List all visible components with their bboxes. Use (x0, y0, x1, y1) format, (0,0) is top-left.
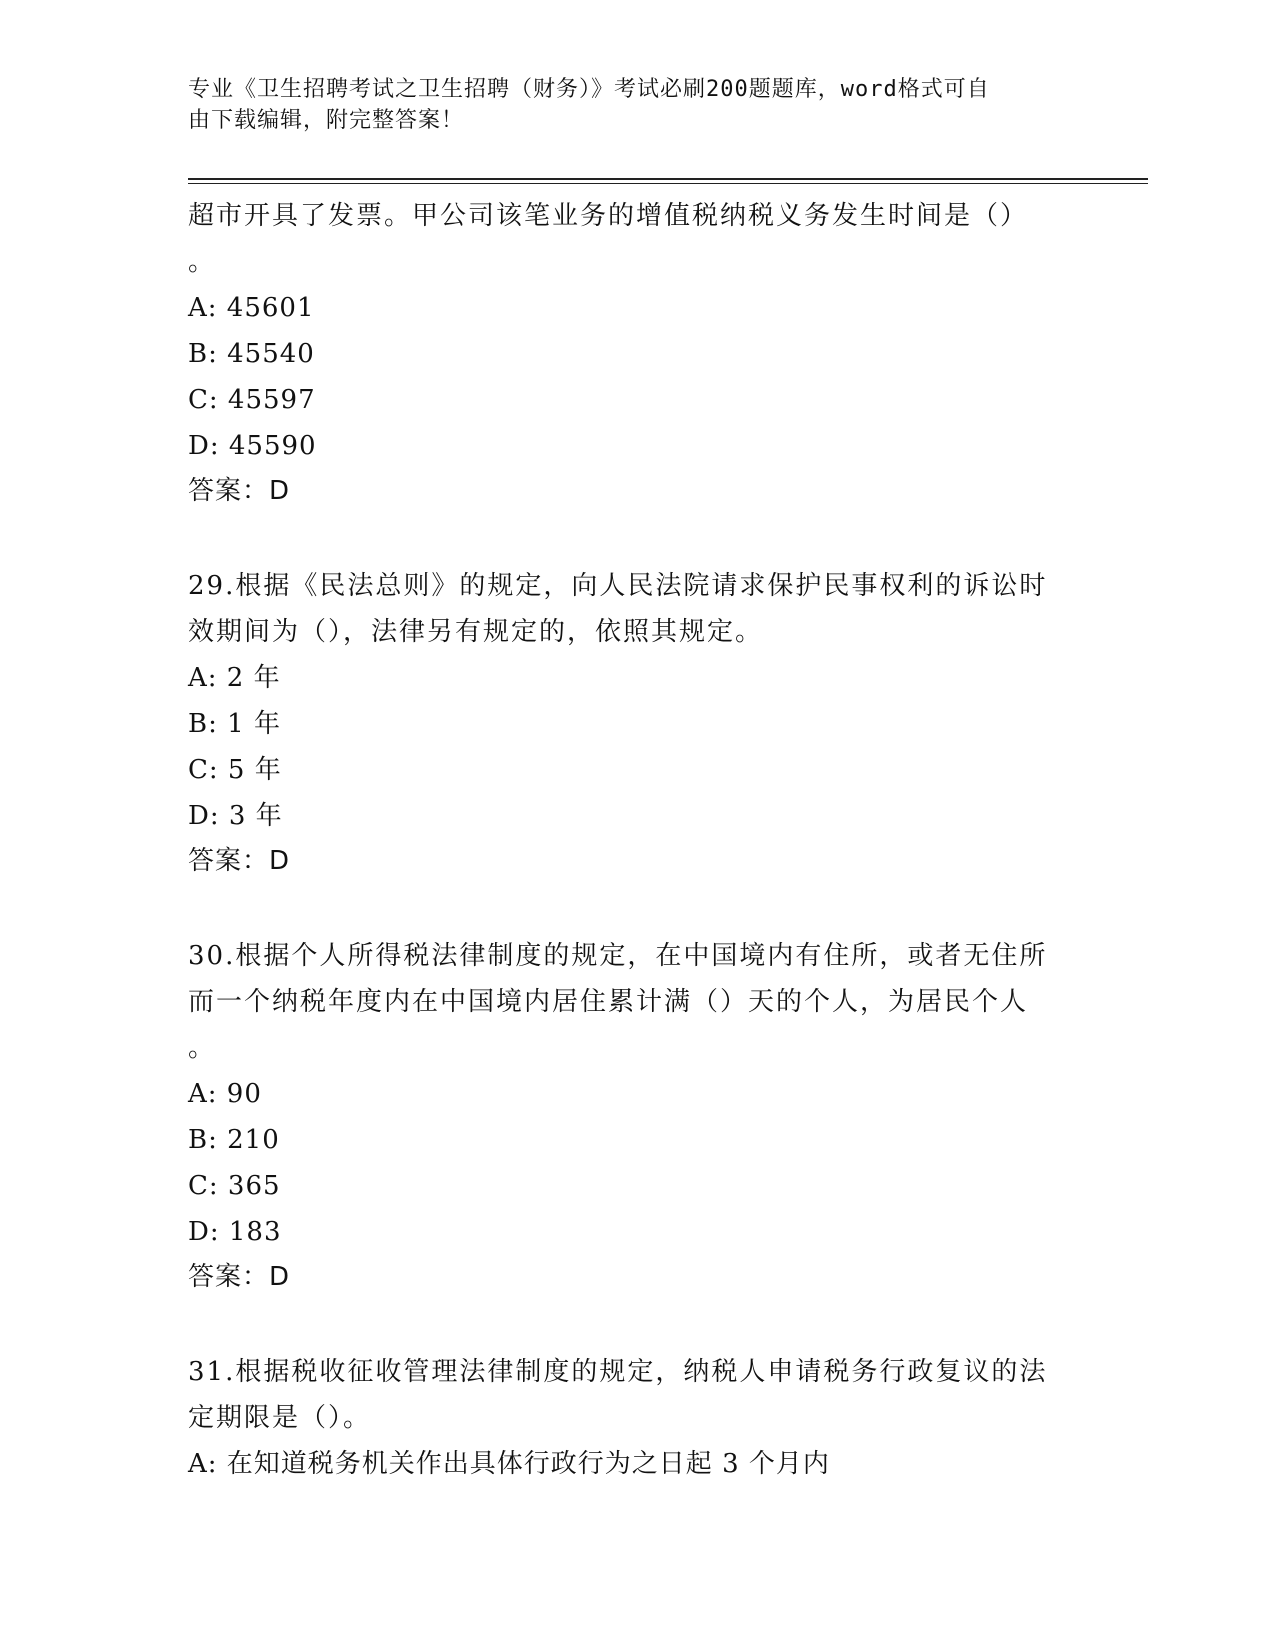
option-c: C: 45597 (188, 385, 316, 415)
answer: 答案：D (188, 1262, 291, 1292)
question-text: 。 (188, 247, 217, 277)
option-a: A: 在知道税务机关作出具体行政行为之日起 3 个月内 (188, 1449, 830, 1479)
option-a: A: 45601 (188, 293, 315, 323)
option-c: C: 365 (188, 1171, 281, 1201)
question-text: 定期限是（）。 (188, 1403, 372, 1433)
option-b: B: 210 (188, 1125, 280, 1155)
page-header (188, 74, 1068, 136)
spacer (188, 883, 1068, 933)
question-text: 超市开具了发票。甲公司该笔业务的增值税纳税义务发生时间是（） (188, 201, 1029, 231)
question-text: 29.根据《民法总则》的规定，向人民法院请求保护民事权利的诉讼时 (188, 571, 1048, 601)
option-b: B: 1 年 (188, 709, 281, 739)
option-a: A: 90 (188, 1079, 262, 1109)
option-d: D: 3 年 (188, 801, 283, 831)
spacer (188, 1299, 1068, 1349)
question-29 (188, 563, 1068, 883)
option-c: C: 5 年 (188, 755, 282, 785)
question-text: 效期间为（），法律另有规定的，依照其规定。 (188, 617, 764, 647)
header-divider (188, 178, 1148, 180)
option-d: D: 183 (188, 1217, 282, 1247)
option-b: B: 45540 (188, 339, 315, 369)
spacer (188, 513, 1068, 563)
header-divider-thin (188, 183, 1148, 184)
header-line: 由下载编辑，附完整答案！ (188, 108, 465, 133)
question-text: 30.根据个人所得税法律制度的规定，在中国境内有住所，或者无住所 (188, 941, 1048, 971)
option-d: D: 45590 (188, 431, 317, 461)
question-text: 而一个纳税年度内在中国境内居住累计满（）天的个人，为居民个人 (188, 987, 1029, 1017)
question-list (188, 193, 1068, 1487)
question-31 (188, 1349, 1068, 1487)
question-30 (188, 933, 1068, 1299)
question-text: 31.根据税收征收管理法律制度的规定，纳税人申请税务行政复议的法 (188, 1357, 1048, 1387)
answer: 答案：D (188, 476, 291, 506)
question-28 (188, 193, 1068, 513)
header-line: 专业《卫生招聘考试之卫生招聘（财务）》考试必刷200题题库，word格式可自 (188, 77, 990, 102)
option-a: A: 2 年 (188, 663, 281, 693)
question-text: 。 (188, 1033, 217, 1063)
answer: 答案：D (188, 846, 291, 876)
